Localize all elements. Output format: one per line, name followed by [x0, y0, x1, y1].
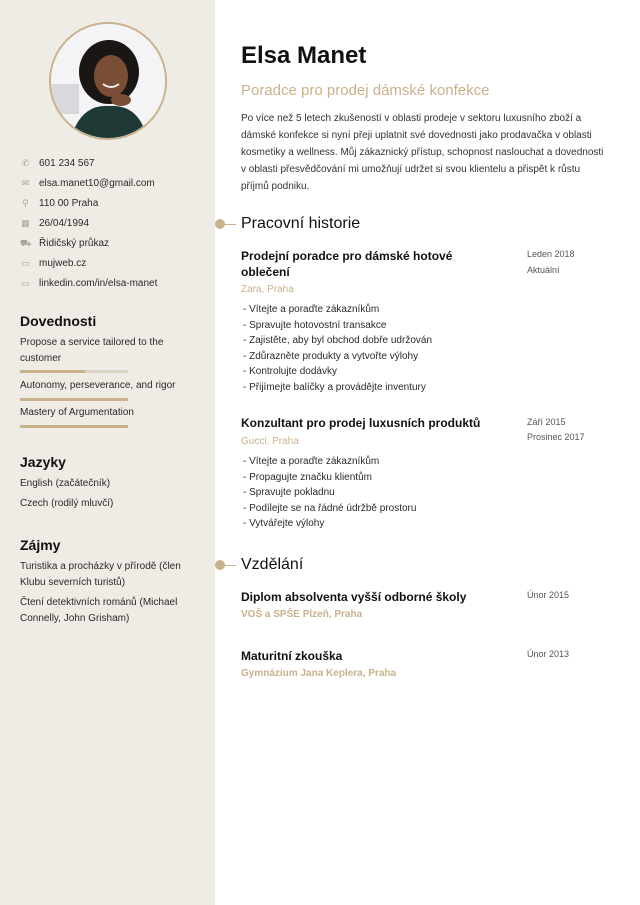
sidebar	[0, 0, 215, 905]
contact-text: linkedin.com/in/elsa-manet	[39, 277, 158, 289]
contact-list	[20, 153, 157, 293]
job-title: Prodejní poradce pro dámské hotové oblečení	[241, 249, 453, 279]
job-end-date: Prosinec 2017	[527, 432, 585, 442]
email-icon: ✉	[21, 177, 30, 188]
interests-heading: Zájmy	[20, 537, 61, 553]
interest-item: Čtení detektivních románů (Michael Connelly, John Grisham)	[20, 597, 178, 624]
education-school: VOŠ a SPŠE Plzeň, Praha	[241, 609, 363, 620]
linkedin-icon: ▭	[21, 277, 30, 288]
contact-website[interactable]	[20, 253, 157, 273]
skill-bar	[20, 398, 128, 401]
phone-icon: ✆	[21, 157, 30, 168]
skills-heading: Dovednosti	[20, 313, 97, 329]
contact-location	[20, 193, 157, 213]
job-duties-list	[243, 302, 432, 396]
skill-label: Mastery of Argumentation	[20, 407, 134, 418]
person-role: Poradce pro prodej dámské konfekce	[241, 82, 490, 99]
duty-item: - Vytvářejte výlohy	[243, 518, 325, 530]
skill-bar-fill	[20, 425, 128, 428]
interest-item: Turistika a procházky v přírodě (člen Klubu severních turistů)	[20, 561, 181, 588]
section-marker-line	[225, 224, 236, 225]
website-icon: ▭	[21, 257, 30, 268]
duty-item: - Přijímejte balíčky a provádějte inventury	[243, 381, 426, 393]
work-history-heading: Pracovní historie	[241, 215, 361, 232]
profile-photo	[49, 22, 167, 140]
skill-bar-fill	[20, 370, 85, 373]
car-icon: ⛟	[20, 237, 32, 248]
duty-item: - Propagujte značku klientům	[243, 471, 372, 483]
section-marker-dot	[215, 560, 225, 570]
skill-bar	[20, 425, 128, 428]
section-marker-line	[225, 565, 236, 566]
contact-birthdate	[20, 213, 157, 233]
duty-item: - Spravujte hotovostní transakce	[243, 319, 387, 331]
duty-item: - Vítejte a poraďte zákazníkům	[243, 304, 380, 315]
skill-bar	[20, 370, 128, 373]
job-end-date: Aktuální	[527, 265, 560, 275]
duty-item: - Spravujte pokladnu	[243, 487, 335, 499]
education-heading: Vzdělání	[241, 556, 304, 573]
education-date: Únor 2013	[527, 649, 570, 659]
profile-summary: Po více než 5 letech zkušeností v oblasti prodeje v sektoru luxusního zboží a dámské konfekce si nyní přeji uplatnit své dovednosti jako prodavačka v oblasti kosmetiky a wellness. Můj zákaznický přístup, schopnost naslouchat a dovednosti v oblasti přesvědčování mi umožňují udržet si svou klientelu a přispět k růstu příjmů podniku.	[241, 113, 604, 192]
education-school: Gymnázium Jana Keplera, Praha	[241, 668, 397, 679]
contact-text: elsa.manet10@gmail.com	[39, 177, 155, 189]
education-title: Maturitní zkouška	[241, 649, 343, 663]
contact-text: 601 234 567	[39, 157, 95, 169]
job-company: Gucci, Praha	[241, 436, 299, 447]
person-name: Elsa Manet	[241, 42, 367, 69]
skill-label: Propose a service tailored to the customer	[20, 337, 164, 364]
contact-text: Řidičský průkaz	[39, 237, 110, 249]
job-title: Konzultant pro prodej luxusních produktů	[241, 416, 481, 430]
contact-linkedin[interactable]	[20, 273, 157, 293]
job-duties-list	[243, 454, 416, 532]
contact-phone	[20, 153, 157, 173]
section-marker-dot	[215, 219, 225, 229]
language-item: Czech (rodilý mluvčí)	[20, 498, 114, 509]
contact-text: mujweb.cz	[39, 257, 87, 269]
job-start-date: Září 2015	[527, 417, 566, 427]
duty-item: - Vítejte a poraďte zákazníkům	[243, 456, 380, 467]
job-start-date: Leden 2018	[527, 249, 575, 259]
contact-text: 110 00 Praha	[39, 197, 99, 209]
contact-text: 26/04/1994	[39, 217, 90, 229]
languages-heading: Jazyky	[20, 454, 66, 470]
location-icon: ⚲	[22, 197, 29, 208]
contact-email[interactable]	[20, 173, 157, 193]
skill-bar-fill	[20, 398, 128, 401]
duty-item: - Zdůrazněte produkty a vytvořte výlohy	[243, 350, 419, 362]
skill-label: Autonomy, perseverance, and rigor	[20, 380, 176, 391]
duty-item: - Podílejte se na řádné údržbě prostoru	[243, 502, 417, 514]
education-title: Diplom absolventa vyšší odborné školy	[241, 590, 467, 604]
education-date: Únor 2015	[527, 590, 570, 600]
language-item: English (začátečník)	[20, 478, 111, 489]
calendar-icon: ▦	[21, 217, 30, 228]
duty-item: - Kontrolujte dodávky	[243, 366, 337, 378]
contact-license	[20, 233, 157, 253]
duty-item: - Zajistěte, aby byl obchod dobře udržován	[243, 335, 432, 347]
job-company: Zara, Praha	[241, 284, 294, 295]
